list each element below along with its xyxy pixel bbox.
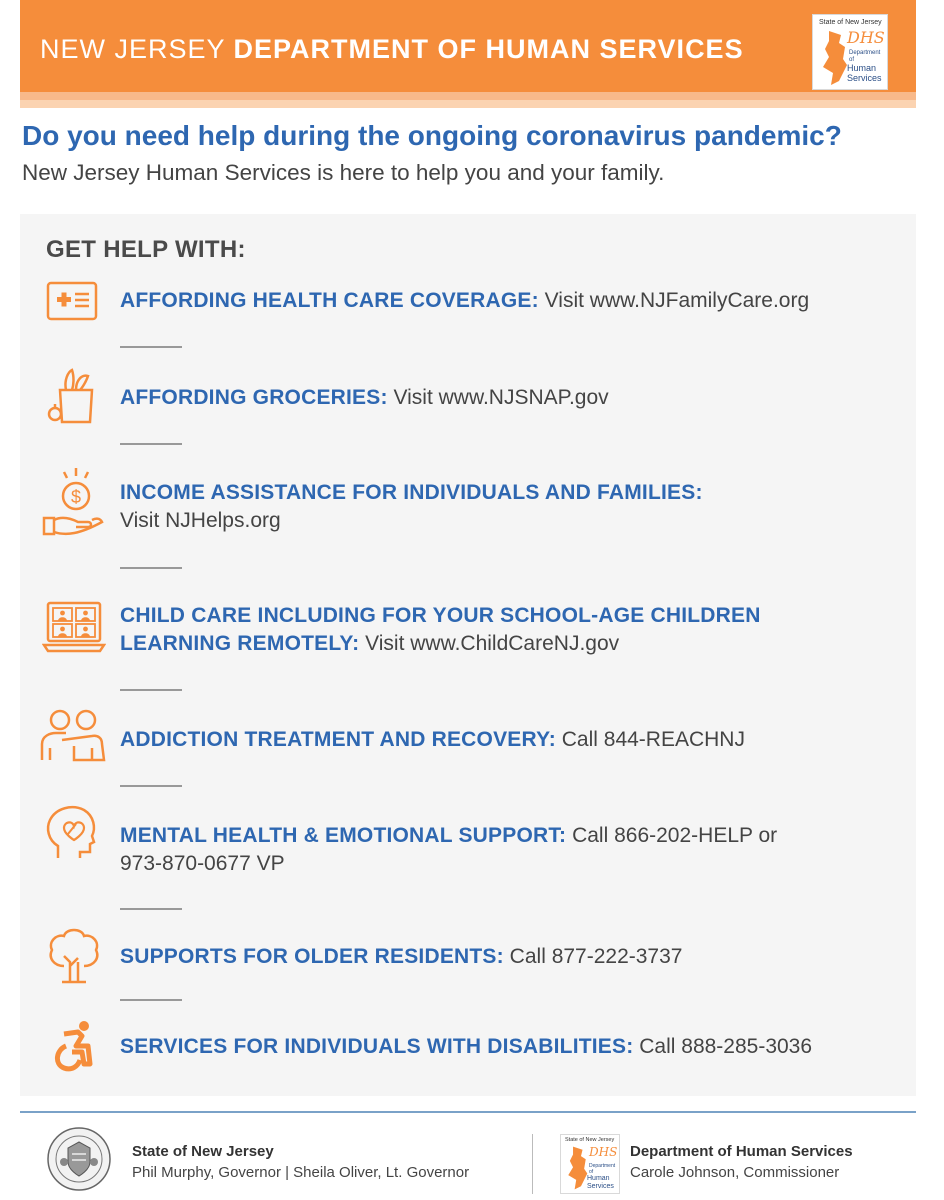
header-accent-strip: [20, 92, 916, 108]
head-heart-icon: [42, 804, 100, 860]
page-title-bold: DEPARTMENT OF HUMAN SERVICES: [233, 34, 744, 64]
footer-state-title: State of New Jersey: [132, 1143, 274, 1160]
logo-monogram: DHS: [589, 1145, 618, 1159]
divider: [120, 346, 182, 348]
footer-dhs-logo: [560, 1134, 620, 1194]
state-seal-icon: [46, 1126, 112, 1192]
help-item-groceries: [120, 384, 609, 412]
laptop-video-icon: [42, 601, 106, 653]
subheadline: New Jersey Human Services is here to help you and your family.: [22, 160, 665, 185]
tree-icon: [46, 926, 102, 984]
help-item-detail: Visit www.NJSNAP.gov: [387, 386, 609, 409]
help-item-detail-2: 973-870-0677 VP: [120, 852, 285, 875]
logo-human-services: [847, 63, 882, 83]
help-item-child-care: [120, 602, 761, 658]
help-item-heading: INCOME ASSISTANCE FOR INDIVIDUALS AND FAMILIES:: [120, 481, 703, 504]
help-item-detail: Call 877-222-3737: [503, 945, 683, 968]
footer-state-officials: Phil Murphy, Governor | Sheila Oliver, Lt. Governor: [132, 1164, 470, 1181]
section-label: GET HELP WITH:: [46, 236, 246, 263]
divider: [120, 999, 182, 1001]
help-item-heading-2: LEARNING REMOTELY:: [120, 632, 360, 655]
help-item-older-residents: [120, 943, 682, 971]
divider: [120, 443, 182, 445]
nj-state-shape-icon: [819, 29, 849, 87]
headline: Do you need help during the ongoing coronavirus pandemic?: [22, 120, 842, 151]
help-item-heading: SUPPORTS FOR OLDER RESIDENTS:: [120, 945, 504, 968]
help-item-health-care: [120, 287, 809, 315]
help-item-heading: CHILD CARE INCLUDING FOR YOUR SCHOOL-AGE CHILDREN: [120, 604, 761, 627]
help-item-heading: ADDICTION TREATMENT AND RECOVERY:: [120, 728, 556, 751]
help-item-heading: MENTAL HEALTH & EMOTIONAL SUPPORT:: [120, 824, 567, 847]
grocery-bag-icon: [46, 366, 100, 424]
footer-commissioner: Carole Johnson, Commissioner: [630, 1164, 840, 1181]
accessibility-icon: [52, 1020, 98, 1072]
help-item-income: [120, 479, 703, 535]
page-title: [40, 34, 744, 65]
help-item-addiction: [120, 726, 745, 754]
footer-dept-title: Department of Human Services: [630, 1143, 853, 1160]
logo-top-text: State of New Jersey: [565, 1137, 615, 1143]
footer-divider: [20, 1111, 916, 1113]
help-item-detail: Call 866-202-HELP or: [566, 824, 778, 847]
health-card-icon: [46, 281, 98, 321]
logo-human-line1: Human: [587, 1175, 610, 1182]
help-item-mental-health: [120, 822, 777, 878]
divider: [120, 567, 182, 569]
footer-separator: [532, 1134, 533, 1194]
people-support-icon: [40, 708, 108, 762]
help-item-heading: SERVICES FOR INDIVIDUALS WITH DISABILITIES:: [120, 1035, 634, 1058]
logo-top-text: State of New Jersey: [819, 19, 882, 26]
logo-human-line2: Services: [847, 73, 882, 83]
logo-monogram: DHS: [847, 28, 885, 47]
logo-human-line2: Services: [587, 1183, 614, 1190]
divider: [120, 689, 182, 691]
divider: [120, 785, 182, 787]
help-item-detail: Visit www.NJFamilyCare.org: [538, 289, 810, 312]
dhs-logo: [812, 14, 888, 90]
help-item-detail: Call 844-REACHNJ: [555, 728, 745, 751]
divider: [120, 908, 182, 910]
hand-coin-icon: [40, 466, 106, 538]
svg-text:$: $: [70, 487, 82, 507]
nj-state-shape-icon: [565, 1145, 589, 1191]
logo-dept-text: Department of: [849, 50, 881, 63]
logo-human-services: [587, 1175, 614, 1191]
page-title-light: NEW JERSEY: [40, 34, 234, 64]
logo-human-line1: Human: [847, 63, 877, 73]
help-item-detail: Call 888-285-3036: [633, 1035, 813, 1058]
help-item-disabilities: [120, 1033, 812, 1061]
help-item-detail: Visit NJHelps.org: [120, 509, 281, 532]
help-item-heading: AFFORDING HEALTH CARE COVERAGE:: [120, 289, 539, 312]
help-item-detail: Visit www.ChildCareNJ.gov: [359, 632, 620, 655]
logo-dept-text: Department of: [589, 1163, 616, 1175]
help-item-heading: AFFORDING GROCERIES:: [120, 386, 388, 409]
